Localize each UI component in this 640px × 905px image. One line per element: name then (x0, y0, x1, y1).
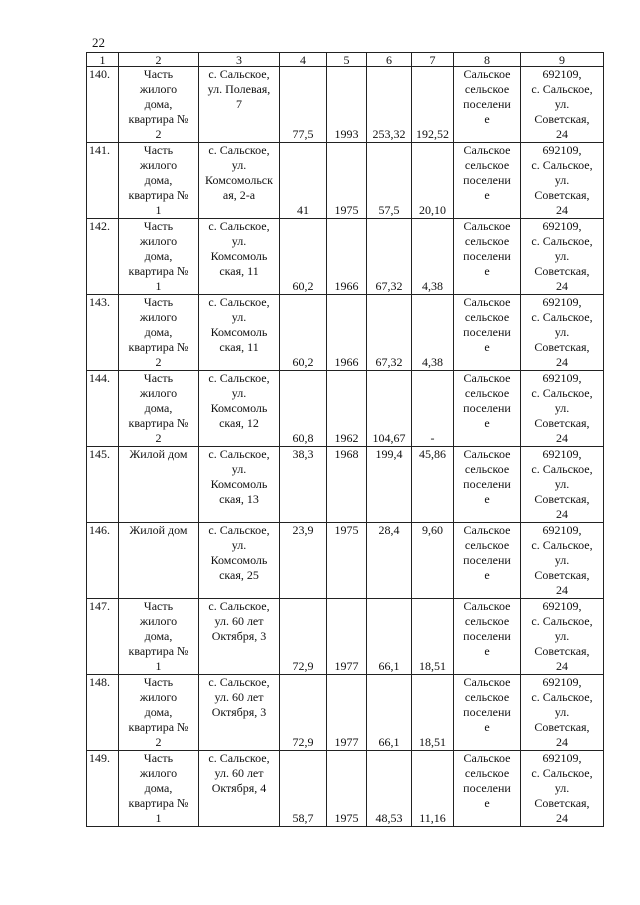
residual-value: 45,86 (412, 447, 454, 523)
residual-value: 18,51 (412, 675, 454, 751)
header-cell-2: 2 (119, 53, 199, 67)
object-address: с. Сальское, ул. Комсомоль ская, 11 (199, 295, 280, 371)
header-cell-4: 4 (280, 53, 327, 67)
table-row (87, 751, 604, 827)
table-row (87, 523, 604, 599)
header-cell-6: 6 (367, 53, 412, 67)
object-name: Часть жилого дома, квартира № 1 (119, 219, 199, 295)
residual-value: 192,52 (412, 67, 454, 143)
owner-name: Сальское сельское поселени е (454, 143, 521, 219)
object-address: с. Сальское, ул. Комсомоль ская, 11 (199, 219, 280, 295)
object-address: с. Сальское, ул. Комсомоль ская, 12 (199, 371, 280, 447)
table-row (87, 599, 604, 675)
object-name: Часть жилого дома, квартира № 2 (119, 675, 199, 751)
header-cell-1: 1 (87, 53, 119, 67)
owner-address: 692109, с. Сальское, ул. Советская, 24 (521, 751, 604, 827)
object-address: с. Сальское, ул. Комсомоль ская, 25 (199, 523, 280, 599)
cost-value: 253,32 (367, 67, 412, 143)
object-address: с. Сальское, ул. 60 лет Октября, 4 (199, 751, 280, 827)
area-value: 60,2 (280, 219, 327, 295)
table-row (87, 143, 604, 219)
owner-name: Сальское сельское поселени е (454, 371, 521, 447)
table-row (87, 219, 604, 295)
residual-value: 20,10 (412, 143, 454, 219)
cost-value: 67,32 (367, 219, 412, 295)
owner-address: 692109, с. Сальское, ул. Советская, 24 (521, 143, 604, 219)
object-address: с. Сальское, ул. Полевая, 7 (199, 67, 280, 143)
object-name: Жилой дом (119, 523, 199, 599)
cost-value: 66,1 (367, 599, 412, 675)
year-value: 1966 (327, 219, 367, 295)
page-number: 22 (92, 35, 105, 50)
header-cell-3: 3 (199, 53, 280, 67)
object-address: с. Сальское, ул. Комсомольск ая, 2-а (199, 143, 280, 219)
owner-address: 692109, с. Сальское, ул. Советская, 24 (521, 371, 604, 447)
residual-value: 9,60 (412, 523, 454, 599)
row-number: 142. (87, 219, 119, 295)
year-value: 1977 (327, 675, 367, 751)
object-name: Часть жилого дома, квартира № 2 (119, 295, 199, 371)
area-value: 23,9 (280, 523, 327, 599)
header-cell-8: 8 (454, 53, 521, 67)
property-registry-table (86, 52, 604, 827)
header-cell-5: 5 (327, 53, 367, 67)
year-value: 1968 (327, 447, 367, 523)
cost-value: 67,32 (367, 295, 412, 371)
area-value: 38,3 (280, 447, 327, 523)
area-value: 72,9 (280, 599, 327, 675)
row-number: 145. (87, 447, 119, 523)
year-value: 1975 (327, 523, 367, 599)
table-body (87, 53, 604, 827)
object-name: Жилой дом (119, 447, 199, 523)
table-row (87, 675, 604, 751)
owner-name: Сальское сельское поселени е (454, 599, 521, 675)
owner-name: Сальское сельское поселени е (454, 447, 521, 523)
residual-value: 4,38 (412, 295, 454, 371)
area-value: 72,9 (280, 675, 327, 751)
cost-value: 66,1 (367, 675, 412, 751)
year-value: 1966 (327, 295, 367, 371)
owner-address: 692109, с. Сальское, ул. Советская, 24 (521, 295, 604, 371)
owner-address: 692109, с. Сальское, ул. Советская, 24 (521, 599, 604, 675)
residual-value: 4,38 (412, 219, 454, 295)
owner-address: 692109, с. Сальское, ул. Советская, 24 (521, 447, 604, 523)
residual-value: 18,51 (412, 599, 454, 675)
area-value: 41 (280, 143, 327, 219)
object-name: Часть жилого дома, квартира № 2 (119, 371, 199, 447)
year-value: 1993 (327, 67, 367, 143)
object-name: Часть жилого дома, квартира № 1 (119, 599, 199, 675)
table-row (87, 67, 604, 143)
area-value: 77,5 (280, 67, 327, 143)
object-name: Часть жилого дома, квартира № 1 (119, 143, 199, 219)
object-name: Часть жилого дома, квартира № 2 (119, 67, 199, 143)
row-number: 143. (87, 295, 119, 371)
owner-name: Сальское сельское поселени е (454, 295, 521, 371)
owner-address: 692109, с. Сальское, ул. Советская, 24 (521, 67, 604, 143)
row-number: 146. (87, 523, 119, 599)
residual-value: - (412, 371, 454, 447)
row-number: 141. (87, 143, 119, 219)
owner-name: Сальское сельское поселени е (454, 219, 521, 295)
owner-address: 692109, с. Сальское, ул. Советская, 24 (521, 675, 604, 751)
owner-name: Сальское сельское поселени е (454, 675, 521, 751)
year-value: 1975 (327, 751, 367, 827)
object-address: с. Сальское, ул. 60 лет Октября, 3 (199, 675, 280, 751)
owner-name: Сальское сельское поселени е (454, 67, 521, 143)
row-number: 149. (87, 751, 119, 827)
cost-value: 28,4 (367, 523, 412, 599)
cost-value: 199,4 (367, 447, 412, 523)
object-name: Часть жилого дома, квартира № 1 (119, 751, 199, 827)
header-cell-7: 7 (412, 53, 454, 67)
year-value: 1962 (327, 371, 367, 447)
row-number: 148. (87, 675, 119, 751)
area-value: 60,2 (280, 295, 327, 371)
table-row (87, 295, 604, 371)
cost-value: 57,5 (367, 143, 412, 219)
header-cell-9: 9 (521, 53, 604, 67)
cost-value: 48,53 (367, 751, 412, 827)
object-address: с. Сальское, ул. 60 лет Октября, 3 (199, 599, 280, 675)
owner-address: 692109, с. Сальское, ул. Советская, 24 (521, 523, 604, 599)
owner-name: Сальское сельское поселени е (454, 751, 521, 827)
row-number: 140. (87, 67, 119, 143)
residual-value: 11,16 (412, 751, 454, 827)
area-value: 60,8 (280, 371, 327, 447)
owner-address: 692109, с. Сальское, ул. Советская, 24 (521, 219, 604, 295)
cost-value: 104,67 (367, 371, 412, 447)
table-row (87, 447, 604, 523)
year-value: 1977 (327, 599, 367, 675)
area-value: 58,7 (280, 751, 327, 827)
year-value: 1975 (327, 143, 367, 219)
object-address: с. Сальское, ул. Комсомоль ская, 13 (199, 447, 280, 523)
table-row (87, 371, 604, 447)
owner-name: Сальское сельское поселени е (454, 523, 521, 599)
row-number: 147. (87, 599, 119, 675)
row-number: 144. (87, 371, 119, 447)
header-row (87, 53, 604, 67)
